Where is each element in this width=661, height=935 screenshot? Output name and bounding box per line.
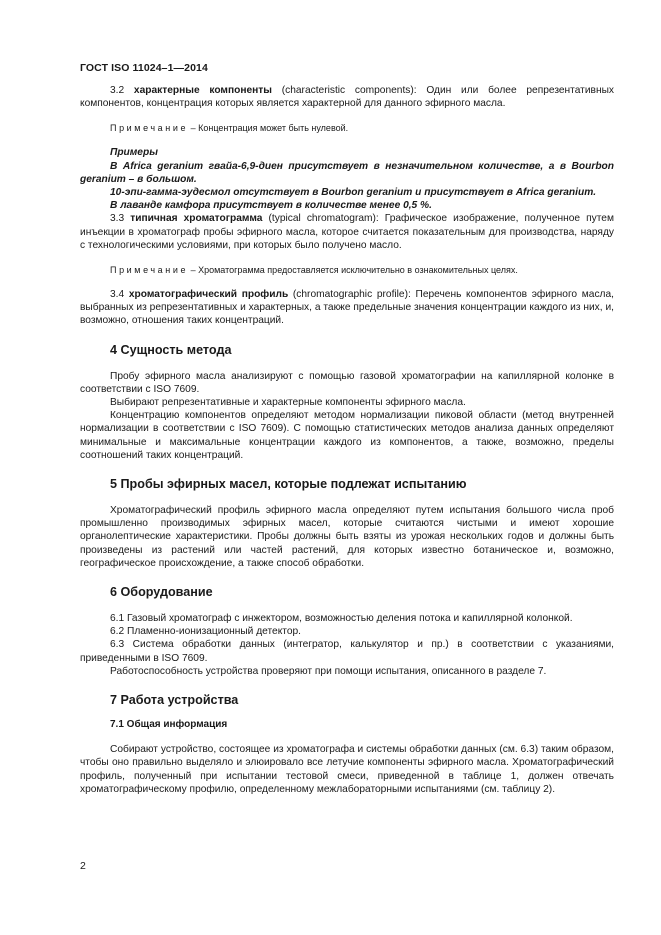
note-1 <box>80 122 614 134</box>
example-1: В Africa geranium гвайа-6,9-диен присутствует в незначительном количестве, а в Bourbon geranium – в большом. <box>80 160 614 185</box>
section-4-heading: 4 Сущность метода <box>110 342 232 357</box>
term: хроматографический профиль <box>128 289 289 301</box>
note-label: Примечание <box>110 123 189 134</box>
clause-number: 3.2 <box>110 85 125 96</box>
section-6-paragraph-4: Работоспособность устройства проверяют при помощи испытания, описанного в разделе 7. <box>110 665 547 677</box>
subsection-7-1-heading: 7.1 Общая информация <box>110 719 228 731</box>
section-4-paragraph-2: Выбирают репрезентативные и характерные компоненты эфирного масла. <box>110 397 466 409</box>
document-header: ГОСТ ISO 11024–1—2014 <box>80 62 208 74</box>
clause-3-3 <box>80 212 614 252</box>
section-7-paragraph-1: Собирают устройство, состоящее из хроматографа и системы обработки данных (см. 6.3) таким образом, чтобы оно правильно выделяло и элюировало все летучие компоненты эфирного масла. Хроматографический профиль, полученный при испытании тестовой смеси, приведенной в таблице 1, должен отвечать хроматографическому профилю, определенному межлабораторными испытаниями (см. таблицу 2). <box>80 744 614 795</box>
definition: (typical chromatogram): Графическое изображение, полученное путем инъекции в хроматограф пробы эфирного масла, которое считается показательным для производства, наряду с технологическими условиями, при которых было получено масло. <box>80 213 614 251</box>
note-label: Примечание <box>110 265 189 276</box>
page-number: 2 <box>80 860 86 872</box>
section-5-paragraph-1: Хроматографический профиль эфирного масла определяют путем испытания большого числа проб промышленно производимых эфирных масел, которые считаются чистыми и имеют хорошие органолептические характеристики. Пробы должны быть взяты из урожая нескольких годов и должны быть произведены из растений или частей растений, для которых известно ботаническое и, возможно, географическое происхождение, а также способ обработки. <box>80 505 614 569</box>
clause-3-4 <box>80 288 614 328</box>
section-4-paragraph-3: Концентрацию компонентов определяют методом нормализации пиковой области (метод внутренней нормализации в соответствии с ISO 7609). С помощью статистических методов анализа данных определяют минимальные и максимальные концентрации каждого из компонентов, а также, возможно, пределы соотношений таких концентраций. <box>80 410 614 461</box>
note-2 <box>80 264 614 276</box>
term: характерные компоненты <box>133 85 272 96</box>
definition: (chromatographic profile): Перечень компонентов эфирного масла, выбранных из репрезентативных и характерных, а также предельные значения концентрации каждого из них, и, возможно, отношения таких концентраций. <box>80 289 614 327</box>
clause-number: 3.3 <box>110 213 125 225</box>
section-5-heading: 5 Пробы эфирных масел, которые подлежат испытанию <box>110 477 467 492</box>
clause-number: 3.4 <box>110 289 125 301</box>
definition: (characteristic components): Один или более репрезентативных компонентов, концентрация которых является характерной для данного эфирного масла. <box>80 85 614 110</box>
section-6-item-3: 6.3 Система обработки данных (интегратор, калькулятор и пр.) в соответствии с указаниями, приведенными в ISO 7609. <box>80 639 614 664</box>
example-2: 10-эпи-гамма-эудесмол отсутствует в Bourbon geranium и присутствует в Africa geranium. <box>110 187 597 199</box>
section-7-heading: 7 Работа устройства <box>110 693 239 708</box>
example-3: В лаванде камфора присутствует в количестве менее 0,5 %. <box>110 200 432 212</box>
section-6-item-1: 6.1 Газовый хроматограф с инжектором, возможностью деления потока и капиллярной колонкой. <box>110 613 573 625</box>
note-text: – Концентрация может быть нулевой. <box>188 123 349 134</box>
section-6-heading: 6 Оборудование <box>110 585 213 600</box>
document-body <box>80 84 614 796</box>
section-4-paragraph-1: Пробу эфирного масла анализируют с помощью газовой хроматографии на капиллярной колонке в соответствии с ISO 7609. <box>80 370 614 395</box>
clause-3-2 <box>80 84 614 110</box>
term: типичная хроматограмма <box>130 213 263 225</box>
examples-title: Примеры <box>110 147 158 159</box>
note-text: – Хроматограмма предоставляется исключительно в ознакомительных целях. <box>188 265 518 276</box>
section-6-item-2: 6.2 Пламенно-ионизационный детектор. <box>110 626 301 638</box>
